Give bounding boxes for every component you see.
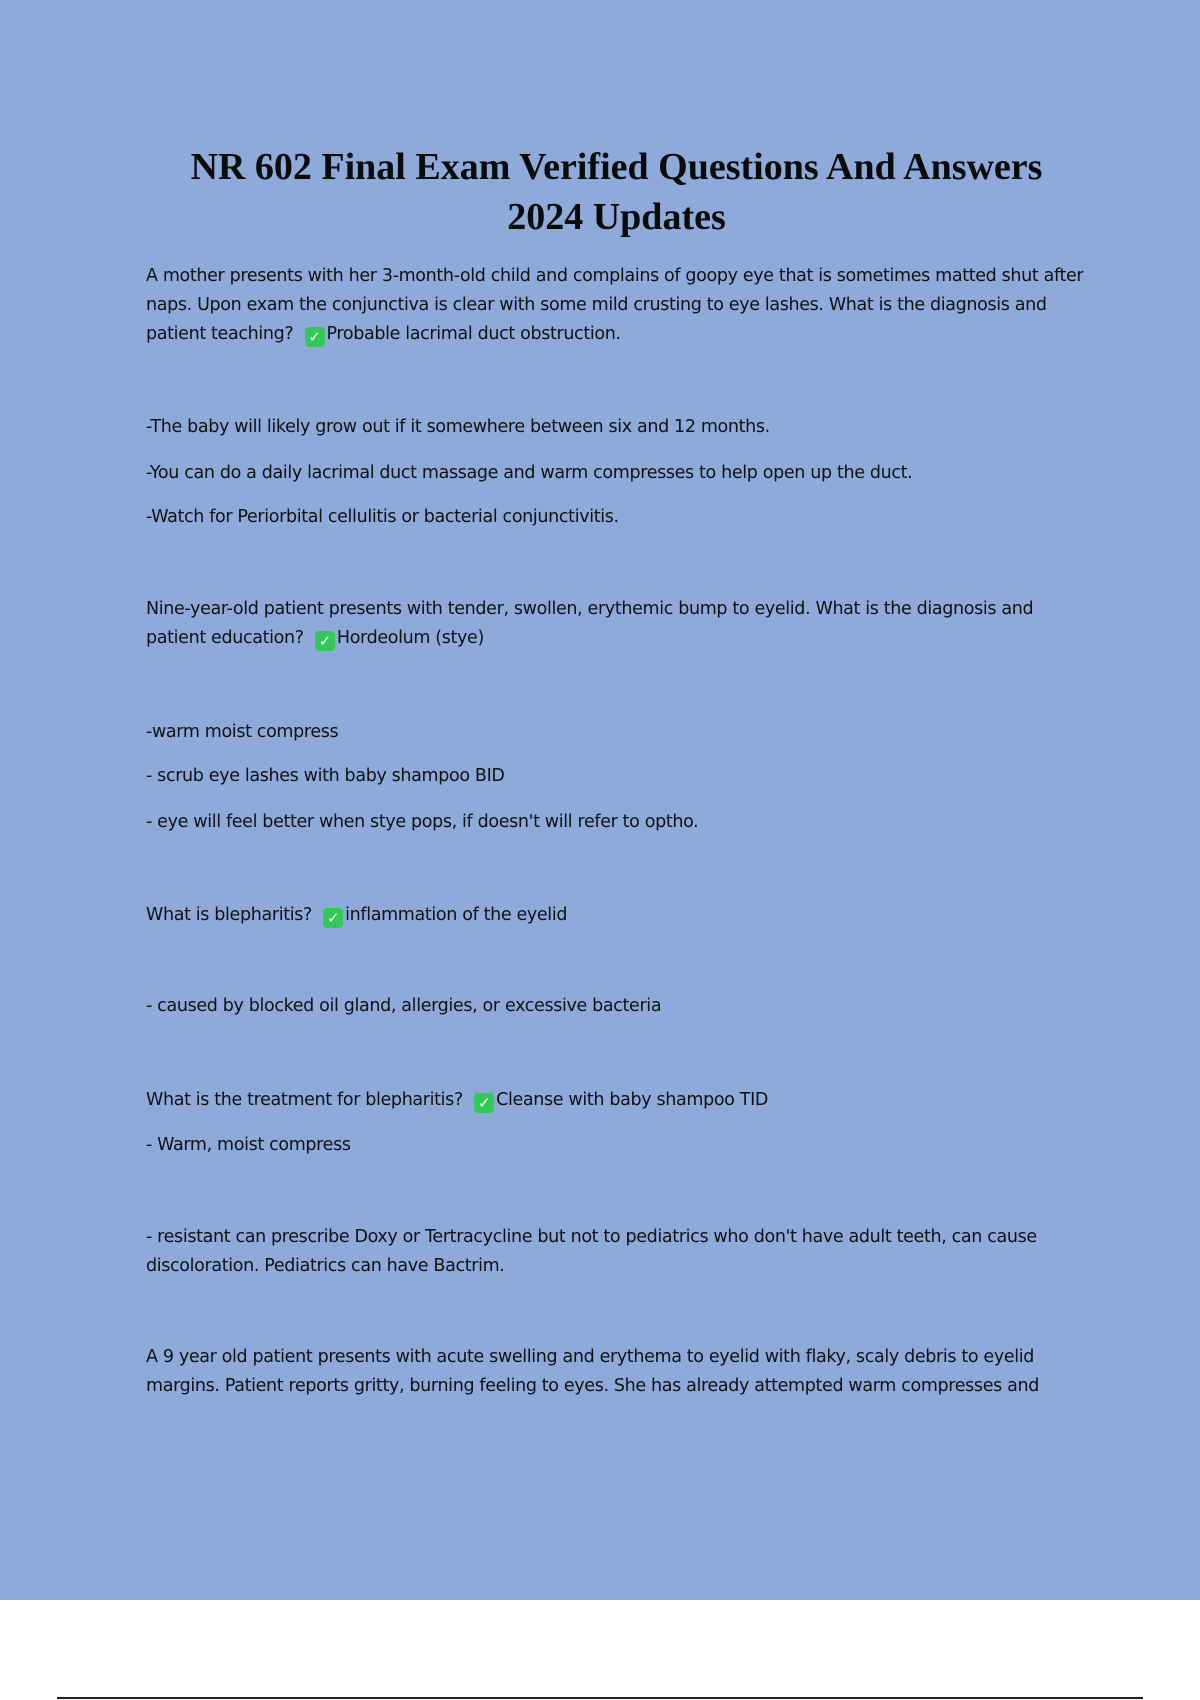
qa-item-1 — [146, 262, 1096, 349]
note-line: - caused by blocked oil gland, allergies, or excessive bacteria — [146, 996, 662, 1016]
qa-item-4 — [146, 1086, 1096, 1115]
question-text: What is blepharitis? — [146, 905, 312, 925]
answer-text: Probable lacrimal duct obstruction. — [326, 324, 621, 344]
footer-divider — [57, 1697, 1143, 1699]
note-line: -The baby will likely grow out if it somewhere between six and 12 months. — [146, 417, 770, 437]
question-text: A mother presents with her 3-month-old child and complains of goopy eye that is sometimes matted shut after naps. Upon exam the conjunctiva is clear with some mild crusting to eye lashes. What is the diagnosis and patient teaching? — [146, 266, 1084, 344]
question-paragraph: A 9 year old patient presents with acute swelling and erythema to eyelid with flaky, scaly debris to eyelid margins. Patient reports gritty, burning feeling to eyes. She has already attempted warm compresses and — [146, 1347, 1039, 1396]
note-line: - scrub eye lashes with baby shampoo BID — [146, 766, 505, 786]
check-mark-icon: ✓ — [305, 327, 325, 347]
check-mark-icon: ✓ — [474, 1093, 494, 1113]
question-text: What is the treatment for blepharitis? — [146, 1090, 463, 1110]
check-mark-icon: ✓ — [323, 908, 343, 928]
answer-text: Cleanse with baby shampoo TID — [496, 1090, 769, 1110]
answer-text: Hordeolum (stye) — [336, 628, 484, 648]
note-line: -warm moist compress — [146, 722, 339, 742]
title-line-1: NR 602 Final Exam Verified Questions And Answers — [190, 146, 1043, 188]
note-paragraph: - resistant can prescribe Doxy or Tertracycline but not to pediatrics who don't have adult teeth, can cause discoloration. Pediatrics can have Bactrim. — [146, 1227, 1037, 1276]
note-line: -Watch for Periorbital cellulitis or bacterial conjunctivitis. — [146, 507, 619, 527]
title-line-2: 2024 Updates — [507, 196, 726, 238]
note-line: - eye will feel better when stye pops, if doesn't will refer to optho. — [146, 812, 699, 832]
check-mark-icon: ✓ — [315, 631, 335, 651]
note-line: - Warm, moist compress — [146, 1135, 351, 1155]
answer-text: inflammation of the eyelid — [345, 905, 568, 925]
qa-item-2 — [146, 595, 1096, 653]
note-line: -You can do a daily lacrimal duct massage and warm compresses to help open up the duct. — [146, 463, 913, 483]
qa-item-3 — [146, 901, 1096, 930]
question-text: Nine-year-old patient presents with tender, swollen, erythemic bump to eyelid. What is the diagnosis and patient education? — [146, 599, 1034, 648]
document-title — [120, 142, 1113, 242]
